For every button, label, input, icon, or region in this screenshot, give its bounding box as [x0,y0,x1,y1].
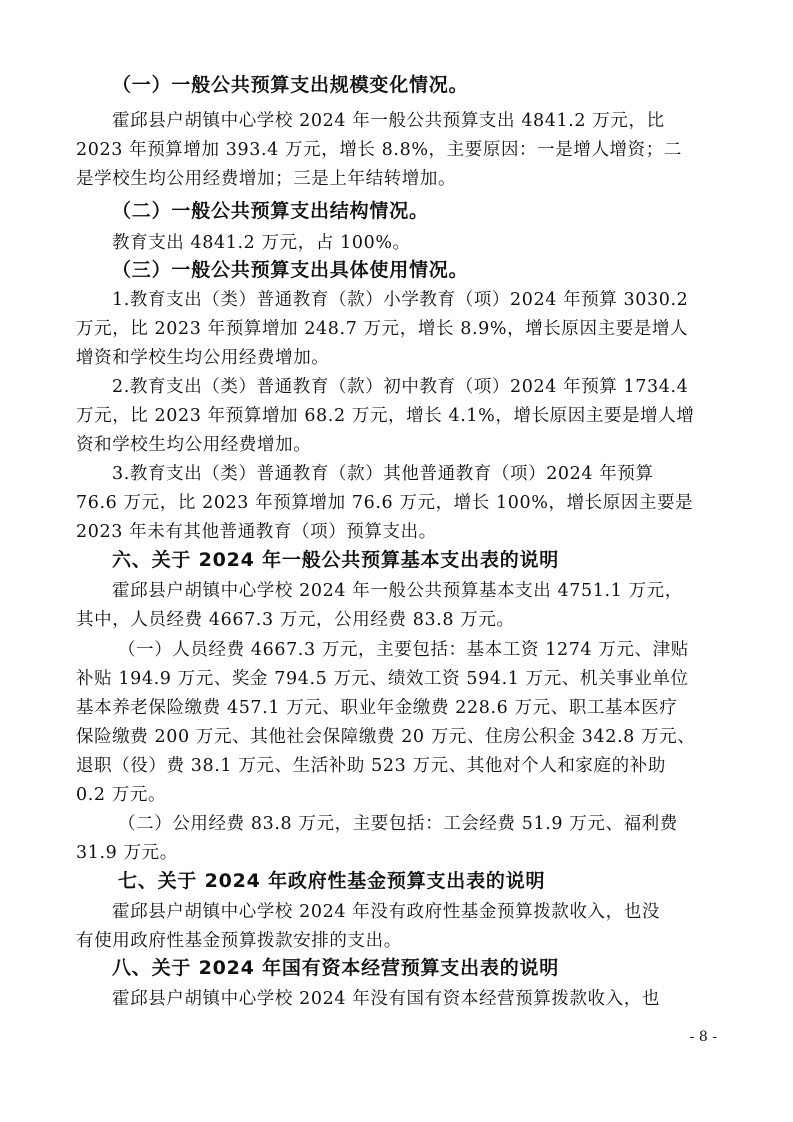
paragraph-line: 万元，比 2023 年预算增加 248.7 万元，增长 8.9%，增长原因主要是增人 [76,319,689,339]
paragraph-line: 0.2 万元。 [76,785,167,805]
paragraph-line: 1.教育支出（类）普通教育（款）小学教育（项）2024 年预算 3030.2 [112,290,689,310]
section-heading-7: 七、关于 2024 年政府性基金预算支出表的说明 [118,870,546,892]
paragraph-line: 其中，人员经费 4667.3 万元，公用经费 83.8 万元。 [76,610,515,630]
paragraph-line: 31.9 万元。 [76,843,178,863]
paragraph-line: 保险缴费 200 万元、其他社会保障缴费 20 万元、住房公积金 342.8 万元、 [76,727,696,747]
paragraph-line: 2.教育支出（类）普通教育（款）初中教育（项）2024 年预算 1734.4 [112,377,689,397]
paragraph-line: 基本养老保险缴费 457.1 万元、职业年金缴费 228.6 万元、职工基本医疗 [76,698,678,718]
paragraph-line: 霍邱县户胡镇中心学校 2024 年一般公共预算支出 4841.2 万元，比 [112,111,665,131]
paragraph-line: 霍邱县户胡镇中心学校 2024 年一般公共预算基本支出 4751.1 万元， [112,581,683,601]
paragraph-line: 教育支出 4841.2 万元，占 100%。 [112,233,411,253]
section-heading-2: （二）一般公共预算支出结构情况。 [112,200,429,222]
section-heading-8: 八、关于 2024 年国有资本经营预算支出表的说明 [112,957,560,979]
paragraph-line: 3.教育支出（类）普通教育（款）其他普通教育（项）2024 年预算 [112,464,654,484]
section-heading-3: （三）一般公共预算支出具体使用情况。 [112,259,469,281]
paragraph-line: 76.6 万元，比 2023 年预算增加 76.6 万元，增长 100%，增长原因主要是 [76,493,694,513]
paragraph-line: 霍邱县户胡镇中心学校 2024 年没有政府性基金预算拨款收入，也没 [112,902,660,922]
section-heading-1: （一）一般公共预算支出规模变化情况。 [112,74,469,96]
paragraph-line: 是学校生均公用经费增加；三是上年结转增加。 [76,169,457,189]
paragraph-line: （二）公用经费 83.8 万元，主要包括：工会经费 51.9 万元、福利费 [118,814,678,834]
page-number: - 8 - [689,1029,717,1045]
paragraph-line: 霍邱县户胡镇中心学校 2024 年没有国有资本经营预算拨款收入，也 [112,989,660,1009]
section-heading-6: 六、关于 2024 年一般公共预算基本支出表的说明 [112,549,560,571]
paragraph-line: 2023 年预算增加 393.4 万元，增长 8.8%，主要原因：一是增人增资；二 [76,140,682,160]
paragraph-line: （一）人员经费 4667.3 万元，主要包括：基本工资 1274 万元、津贴 [118,640,689,660]
paragraph-line: 万元，比 2023 年预算增加 68.2 万元，增长 4.1%，增长原因主要是增人增 [76,406,695,426]
paragraph-line: 退职（役）费 38.1 万元、生活补助 523 万元、其他对个人和家庭的补助 [76,756,666,776]
paragraph-line: 有使用政府性基金预算拨款安排的支出。 [76,931,402,951]
paragraph-line: 2023 年未有其他普通教育（项）预算支出。 [76,522,437,542]
paragraph-line: 资和学校生均公用经费增加。 [76,435,312,455]
paragraph-line: 增资和学校生均公用经费增加。 [76,348,330,368]
paragraph-line: 补贴 194.9 万元、奖金 794.5 万元、绩效工资 594.1 万元、机关事业单位 [76,669,689,689]
